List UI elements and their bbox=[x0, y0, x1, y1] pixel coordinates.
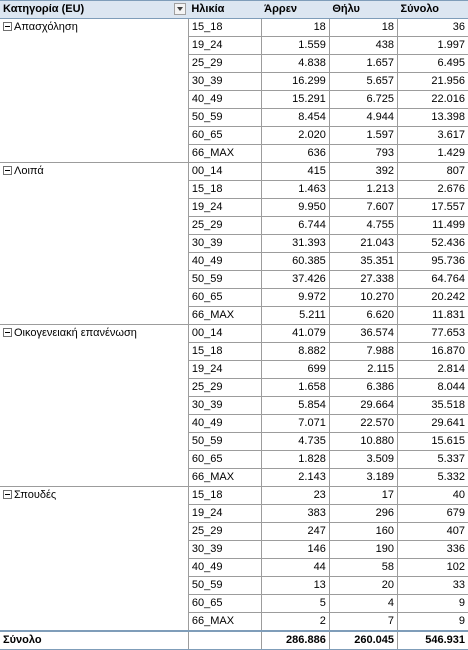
female-cell: 5.657 bbox=[329, 73, 397, 91]
female-cell: 27.338 bbox=[329, 271, 397, 289]
age-cell: 30_39 bbox=[188, 397, 261, 415]
age-cell: 19_24 bbox=[188, 361, 261, 379]
category-label: Σπουδές bbox=[14, 489, 57, 501]
total-cell: 2.814 bbox=[397, 361, 468, 379]
collapse-icon[interactable] bbox=[3, 490, 12, 499]
category-cell bbox=[0, 487, 188, 632]
age-cell: 19_24 bbox=[188, 199, 261, 217]
total-cell: 52.436 bbox=[397, 235, 468, 253]
total-cell: 13.398 bbox=[397, 109, 468, 127]
table-row bbox=[0, 163, 468, 181]
male-cell: 18 bbox=[261, 19, 329, 37]
pivot-body bbox=[0, 19, 468, 632]
collapse-icon[interactable] bbox=[3, 166, 12, 175]
age-cell: 15_18 bbox=[188, 487, 261, 505]
female-cell: 392 bbox=[329, 163, 397, 181]
female-cell: 18 bbox=[329, 19, 397, 37]
male-cell: 31.393 bbox=[261, 235, 329, 253]
female-cell: 7.988 bbox=[329, 343, 397, 361]
age-cell: 60_65 bbox=[188, 289, 261, 307]
total-header: Σύνολο bbox=[397, 1, 468, 19]
male-cell: 44 bbox=[261, 559, 329, 577]
age-cell: 66_MAX bbox=[188, 613, 261, 632]
age-cell: 19_24 bbox=[188, 37, 261, 55]
total-cell: 102 bbox=[397, 559, 468, 577]
female-cell: 6.620 bbox=[329, 307, 397, 325]
male-cell: 23 bbox=[261, 487, 329, 505]
female-cell: 1.213 bbox=[329, 181, 397, 199]
male-cell: 5 bbox=[261, 595, 329, 613]
male-cell: 636 bbox=[261, 145, 329, 163]
total-cell: 11.831 bbox=[397, 307, 468, 325]
male-cell: 4.838 bbox=[261, 55, 329, 73]
category-header-label: Κατηγορία (EU) bbox=[3, 3, 85, 15]
female-cell: 6.386 bbox=[329, 379, 397, 397]
total-cell: 11.499 bbox=[397, 217, 468, 235]
female-cell: 4.944 bbox=[329, 109, 397, 127]
age-cell: 50_59 bbox=[188, 577, 261, 595]
age-cell: 60_65 bbox=[188, 595, 261, 613]
filter-dropdown-icon[interactable] bbox=[174, 3, 186, 15]
male-cell: 41.079 bbox=[261, 325, 329, 343]
grand-total-male: 286.886 bbox=[261, 631, 329, 650]
male-cell: 699 bbox=[261, 361, 329, 379]
total-cell: 36 bbox=[397, 19, 468, 37]
male-cell: 5.854 bbox=[261, 397, 329, 415]
total-cell: 1.997 bbox=[397, 37, 468, 55]
male-cell: 60.385 bbox=[261, 253, 329, 271]
total-cell: 6.495 bbox=[397, 55, 468, 73]
category-label: Απασχόληση bbox=[14, 21, 78, 33]
female-cell: 4.755 bbox=[329, 217, 397, 235]
total-cell: 29.641 bbox=[397, 415, 468, 433]
age-cell: 15_18 bbox=[188, 181, 261, 199]
total-cell: 5.332 bbox=[397, 469, 468, 487]
age-cell: 30_39 bbox=[188, 235, 261, 253]
total-cell: 679 bbox=[397, 505, 468, 523]
total-cell: 22.016 bbox=[397, 91, 468, 109]
male-cell: 415 bbox=[261, 163, 329, 181]
male-cell: 1.463 bbox=[261, 181, 329, 199]
male-cell: 146 bbox=[261, 541, 329, 559]
female-cell: 4 bbox=[329, 595, 397, 613]
female-cell: 7 bbox=[329, 613, 397, 632]
category-cell bbox=[0, 325, 188, 487]
age-cell: 50_59 bbox=[188, 433, 261, 451]
total-cell: 16.870 bbox=[397, 343, 468, 361]
total-cell: 33 bbox=[397, 577, 468, 595]
female-cell: 7.607 bbox=[329, 199, 397, 217]
category-label: Οικογενειακή επανένωση bbox=[14, 327, 137, 339]
female-cell: 17 bbox=[329, 487, 397, 505]
age-cell: 00_14 bbox=[188, 163, 261, 181]
age-cell: 40_49 bbox=[188, 91, 261, 109]
female-cell: 1.657 bbox=[329, 55, 397, 73]
age-cell: 30_39 bbox=[188, 541, 261, 559]
age-cell: 60_65 bbox=[188, 451, 261, 469]
total-cell: 2.676 bbox=[397, 181, 468, 199]
total-cell: 21.956 bbox=[397, 73, 468, 91]
age-cell: 50_59 bbox=[188, 109, 261, 127]
table-row bbox=[0, 19, 468, 37]
age-cell: 40_49 bbox=[188, 253, 261, 271]
female-cell: 22.570 bbox=[329, 415, 397, 433]
total-cell: 3.617 bbox=[397, 127, 468, 145]
total-cell: 407 bbox=[397, 523, 468, 541]
male-cell: 7.071 bbox=[261, 415, 329, 433]
age-cell: 30_39 bbox=[188, 73, 261, 91]
age-cell: 50_59 bbox=[188, 271, 261, 289]
grand-total-label: Σύνολο bbox=[0, 631, 188, 650]
male-cell: 13 bbox=[261, 577, 329, 595]
male-cell: 2.143 bbox=[261, 469, 329, 487]
category-cell bbox=[0, 19, 188, 163]
age-cell: 60_65 bbox=[188, 127, 261, 145]
age-cell: 15_18 bbox=[188, 19, 261, 37]
grand-total-row bbox=[0, 631, 468, 650]
category-cell bbox=[0, 163, 188, 325]
female-cell: 21.043 bbox=[329, 235, 397, 253]
female-cell: 3.509 bbox=[329, 451, 397, 469]
total-cell: 35.518 bbox=[397, 397, 468, 415]
age-cell: 25_29 bbox=[188, 379, 261, 397]
male-cell: 247 bbox=[261, 523, 329, 541]
collapse-icon[interactable] bbox=[3, 22, 12, 31]
total-cell: 336 bbox=[397, 541, 468, 559]
table-row bbox=[0, 325, 468, 343]
category-header[interactable] bbox=[0, 1, 188, 19]
male-cell: 16.299 bbox=[261, 73, 329, 91]
collapse-icon[interactable] bbox=[3, 328, 12, 337]
grand-total-female: 260.045 bbox=[329, 631, 397, 650]
age-cell: 40_49 bbox=[188, 415, 261, 433]
female-header: Θήλυ bbox=[329, 1, 397, 19]
female-cell: 58 bbox=[329, 559, 397, 577]
male-cell: 8.454 bbox=[261, 109, 329, 127]
male-cell: 8.882 bbox=[261, 343, 329, 361]
female-cell: 3.189 bbox=[329, 469, 397, 487]
male-cell: 4.735 bbox=[261, 433, 329, 451]
female-cell: 20 bbox=[329, 577, 397, 595]
male-cell: 5.211 bbox=[261, 307, 329, 325]
total-cell: 1.429 bbox=[397, 145, 468, 163]
male-cell: 9.950 bbox=[261, 199, 329, 217]
female-cell: 793 bbox=[329, 145, 397, 163]
male-cell: 1.559 bbox=[261, 37, 329, 55]
total-cell: 40 bbox=[397, 487, 468, 505]
header-row bbox=[0, 1, 468, 19]
female-cell: 438 bbox=[329, 37, 397, 55]
male-cell: 2 bbox=[261, 613, 329, 632]
total-cell: 95.736 bbox=[397, 253, 468, 271]
female-cell: 10.270 bbox=[329, 289, 397, 307]
age-header: Ηλικία bbox=[188, 1, 261, 19]
age-cell: 00_14 bbox=[188, 325, 261, 343]
age-cell: 40_49 bbox=[188, 559, 261, 577]
category-label: Λοιπά bbox=[14, 165, 44, 177]
total-cell: 9 bbox=[397, 595, 468, 613]
age-cell: 66_MAX bbox=[188, 307, 261, 325]
female-cell: 10.880 bbox=[329, 433, 397, 451]
female-cell: 296 bbox=[329, 505, 397, 523]
age-cell: 66_MAX bbox=[188, 469, 261, 487]
female-cell: 36.574 bbox=[329, 325, 397, 343]
total-cell: 5.337 bbox=[397, 451, 468, 469]
age-cell: 66_MAX bbox=[188, 145, 261, 163]
total-cell: 9 bbox=[397, 613, 468, 632]
male-cell: 383 bbox=[261, 505, 329, 523]
total-cell: 64.764 bbox=[397, 271, 468, 289]
grand-total-total: 546.931 bbox=[397, 631, 468, 650]
table-row bbox=[0, 487, 468, 505]
male-cell: 2.020 bbox=[261, 127, 329, 145]
total-cell: 20.242 bbox=[397, 289, 468, 307]
female-cell: 2.115 bbox=[329, 361, 397, 379]
female-cell: 6.725 bbox=[329, 91, 397, 109]
female-cell: 190 bbox=[329, 541, 397, 559]
total-cell: 77.653 bbox=[397, 325, 468, 343]
age-cell: 19_24 bbox=[188, 505, 261, 523]
male-cell: 15.291 bbox=[261, 91, 329, 109]
female-cell: 29.664 bbox=[329, 397, 397, 415]
male-cell: 9.972 bbox=[261, 289, 329, 307]
age-cell: 25_29 bbox=[188, 523, 261, 541]
total-cell: 17.557 bbox=[397, 199, 468, 217]
male-cell: 6.744 bbox=[261, 217, 329, 235]
male-cell: 37.426 bbox=[261, 271, 329, 289]
age-cell: 25_29 bbox=[188, 55, 261, 73]
female-cell: 1.597 bbox=[329, 127, 397, 145]
male-header: Άρρεν bbox=[261, 1, 329, 19]
grand-total-age-cell bbox=[188, 631, 261, 650]
age-cell: 25_29 bbox=[188, 217, 261, 235]
female-cell: 35.351 bbox=[329, 253, 397, 271]
total-cell: 8.044 bbox=[397, 379, 468, 397]
female-cell: 160 bbox=[329, 523, 397, 541]
male-cell: 1.828 bbox=[261, 451, 329, 469]
male-cell: 1.658 bbox=[261, 379, 329, 397]
total-cell: 807 bbox=[397, 163, 468, 181]
age-cell: 15_18 bbox=[188, 343, 261, 361]
total-cell: 15.615 bbox=[397, 433, 468, 451]
